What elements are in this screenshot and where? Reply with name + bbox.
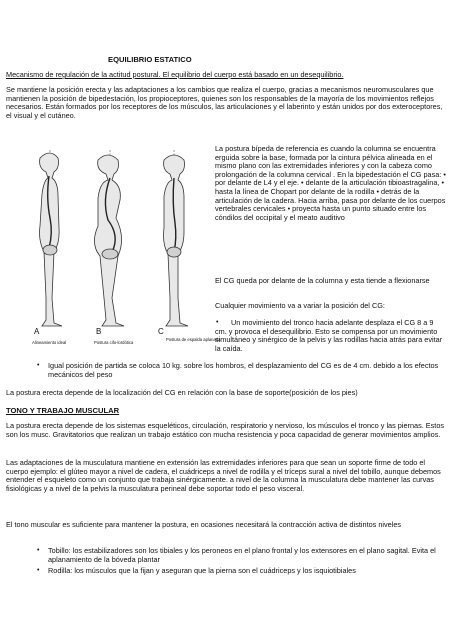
- bullet-rodilla: Rodilla: los músculos que la fijan y aseguran que la pierna son el cuádriceps y los isquiotibiales: [48, 566, 356, 575]
- intro-line: Mecanismo de regulación de la actitud postural. El equilibrio del cuerpo está basado en un desequilibrio.: [6, 70, 344, 79]
- paragraph-tono-muscular: El tono muscular es suficiente para mantener la postura, en ocasiones necesitará la contracción activa de distintos niveles: [6, 520, 402, 529]
- bullet-dot-2: •: [37, 362, 40, 369]
- caption-a: Alineamiento ideal: [32, 340, 67, 345]
- posture-figure: [28, 148, 221, 361]
- bullet-peso: Igual posición de partida se coloca 10 kg. sobre los hombros, el desplazamiento del CG es de 4 cm. debido a los efectos mecánicos del peso: [48, 361, 439, 379]
- figure-a-skeleton: [40, 150, 63, 326]
- paragraph-movimiento: Cualquier movimiento va a variar la posición del CG:: [215, 301, 385, 310]
- bullet-dot-4: •: [37, 567, 40, 574]
- section-title-tono: TONO Y TRABAJO MUSCULAR: [6, 406, 120, 415]
- label-b: B: [96, 327, 102, 336]
- page-title: EQUILIBRIO ESTATICO: [108, 55, 192, 64]
- figure-c-skeleton: [164, 150, 189, 326]
- paragraph-sistemas: La postura erecta depende de los sistemas esqueléticos, circulación, respiratorio y nervioso, los músculos el tronco y las piernas. Estos son los musc. Gravitatorios que realizan un trabajo estático con mucha resistencia y poca capacidad de generar movimientos amplios.: [6, 421, 445, 439]
- label-a: A: [34, 327, 40, 336]
- paragraph-postura-bipeda: La postura bípeda de referencia es cuando la columna se encuentra erguida sobre la base, formada por la cintura pélvica alineada en el mismo plano con las extremidades inferiores y con la cabeza como prolongación de la columna cervical . En la bipedestación el CG pasa: • por delante de L4 y el eje. • delante de la articulación tibioastragalina, • hasta la línea de Chopart por delante de la rodilla • detrás de la articulación de la cadera. Hacia arriba, pasa por delante de los cuerpos vertebrales cervicales • proyecta hasta un punto situado entre los cóndilos del occipital y el meato auditivo: [215, 144, 446, 222]
- caption-b: Postura cifo-lordótica: [94, 340, 134, 345]
- paragraph-adaptaciones: Las adaptaciones de la musculatura mantiene en extensión las extremidades inferiores para que sean un soporte firme de todo el cuerpo ejemplo: el glúteo mayor a nivel de cadera, el cuádriceps a nivel de rodilla y el tríceps sural a nivel del tobillo, aunque debemos entender el esqueleto como un conjunto que trabaja sinérgicamente. a nivel de la columna la musculatura debe mantener las curvas fisiológicas y a nivel de la pelvis la musculatura perineal debe soportar todo el peso visceral.: [6, 458, 441, 493]
- bullet-tronco: Un movimiento del tronco hacia adelante desplaza el CG 8 a 9 cm. y provoca el desequilibrio. Esto se compensa por un movimiento simultáneo y sinérgico de la pelvis y las rodillas hacia atrás para evitar la caída.: [215, 318, 443, 353]
- bullet-dot-3: •: [37, 547, 40, 554]
- label-c: C: [158, 327, 164, 336]
- bullet-tobillo: Tobillo: los estabilizadores son los tibiales y los peroneos en el plano frontal y los extensores en el plano sagital. Evita el aplanamiento de la bóveda plantar: [48, 546, 436, 564]
- figure-b-skeleton: [94, 150, 124, 326]
- bullet-dot-1: •: [216, 319, 219, 326]
- caption-c: Postura de espalda aplanada: [166, 337, 221, 342]
- paragraph-base-soporte: La postura erecta depende de la localización del CG en relación con la base de soporte(posición de los pies): [6, 388, 358, 397]
- paragraph-cg-delante: El CG queda por delante de la columna y esta tiende a flexionarse: [215, 276, 430, 285]
- paragraph-propioceptores: Se mantiene la posición erecta y las adaptaciones a los cambios que realiza el cuerpo, gracias a mecanismos neuromusculares que mantienen la posición de bipedestación, los propioceptores, quienes son los responsables de la mayoría de los movimientos reflejos necesarios. Están formados por los receptores de los músculos, las articulaciones y el laberinto y están unidos por dos exteroceptores, el visual y el cutáneo.: [6, 85, 443, 120]
